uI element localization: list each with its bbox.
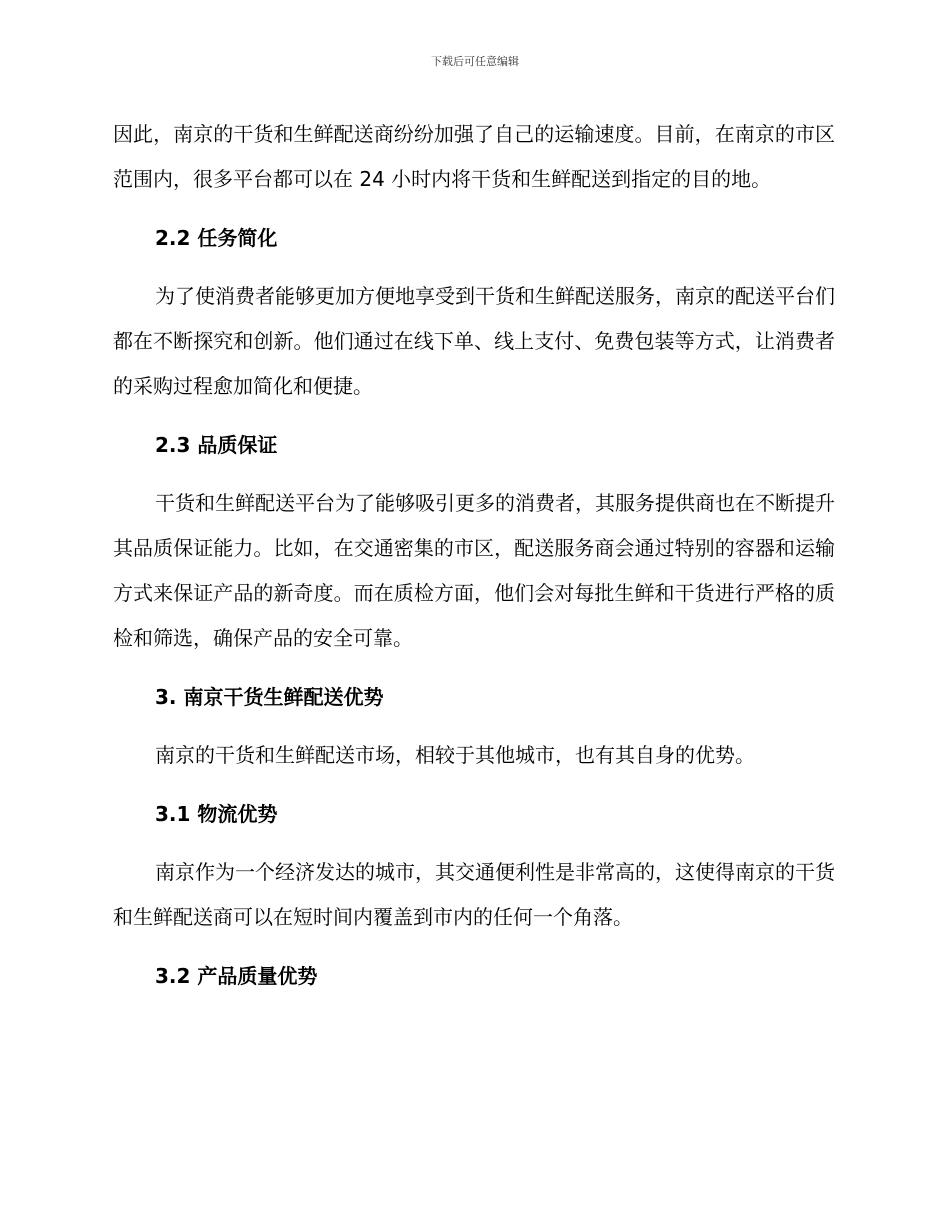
- document-body: [113, 112, 835, 1012]
- heading-nanjing-advantages: 3. 南京干货生鲜配送优势: [155, 685, 384, 709]
- paragraph-delivery-speed: 因此，南京的干货和生鲜配送商纷纷加强了自己的运输速度。目前，在南京的市区范围内，很多平台都可以在 24 小时内将干货和生鲜配送到指定的目的地。: [113, 122, 835, 191]
- heading-task-simplification: 2.2 任务简化: [155, 226, 278, 250]
- paragraph-nanjing-advantages: 南京的干货和生鲜配送市场，相较于其他城市，也有其自身的优势。: [155, 743, 755, 767]
- heading-product-quality-advantage: 3.2 产品质量优势: [155, 964, 318, 988]
- paragraph-task-simplification: 为了使消费者能够更加方便地享受到干货和生鲜配送服务，南京的配送平台们都在不断探究和创新。他们通过在线下单、线上支付、免费包装等方式，让消费者的采购过程愈加简化和便捷。: [113, 284, 835, 398]
- heading-logistics-advantage: 3.1 物流优势: [155, 802, 278, 826]
- paragraph-quality-assurance: 干货和生鲜配送平台为了能够吸引更多的消费者，其服务提供商也在不断提升其品质保证能力。比如，在交通密集的市区，配送服务商会通过特别的容器和运输方式来保证产品的新奇度。而在质检方面，他们会对每批生鲜和干货进行严格的质检和筛选，确保产品的安全可靠。: [113, 491, 835, 650]
- paragraph-logistics-advantage: 南京作为一个经济发达的城市，其交通便利性是非常高的，这使得南京的干货和生鲜配送商可以在短时间内覆盖到市内的任何一个角落。: [113, 860, 835, 929]
- page-header: 下载后可任意编辑: [431, 55, 519, 68]
- heading-quality-assurance: 2.3 品质保证: [155, 433, 278, 457]
